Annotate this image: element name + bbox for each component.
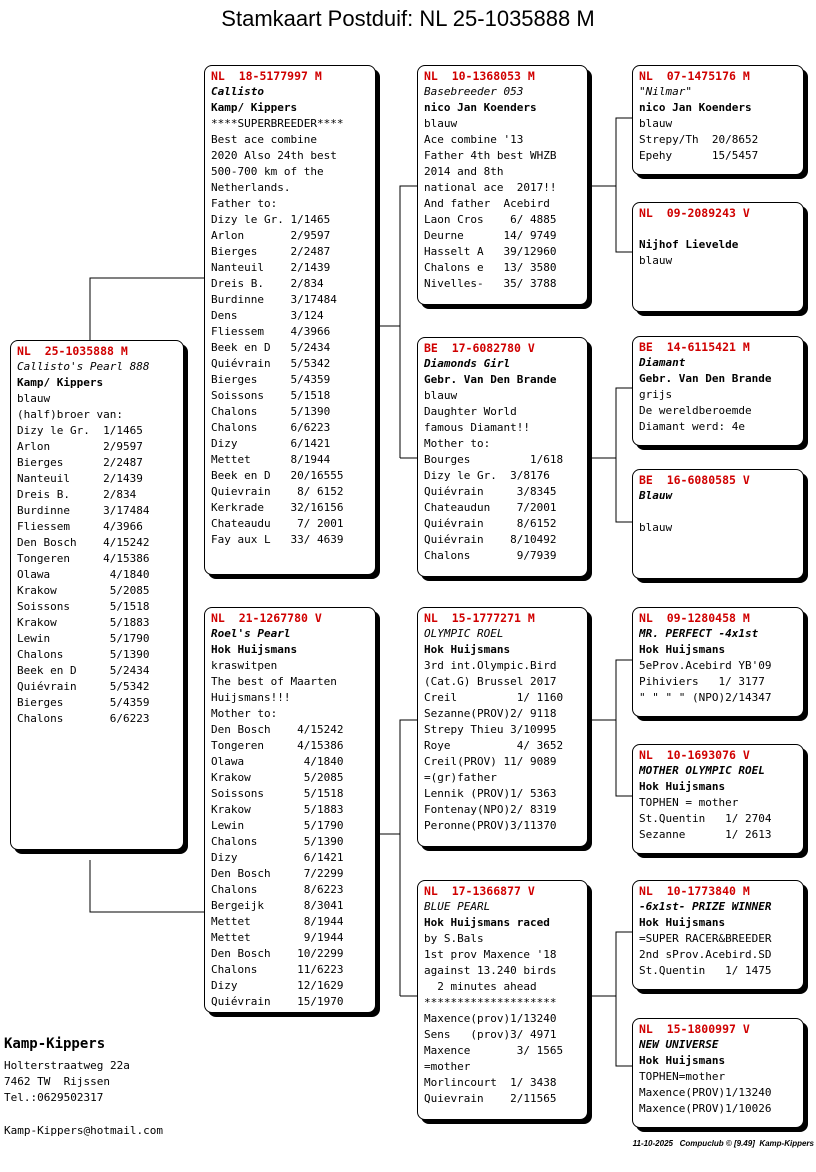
pigeon-card — [632, 607, 804, 717]
owner-phone: Tel.:0629502317 — [4, 1091, 104, 1104]
info-line: Creil(PROV) 11/ 9089 — [424, 755, 557, 768]
pigeon-card — [632, 744, 804, 854]
info-line: Epehy 15/5457 — [639, 149, 759, 162]
info-line: Bierges 2/2487 — [17, 456, 143, 469]
info-line: Fliessem 4/3966 — [211, 325, 331, 338]
info-line: Father 4th best WHZB — [424, 149, 557, 162]
info-line: Tongeren 4/15386 — [211, 739, 344, 752]
owner-name: Kamp-Kippers — [4, 1036, 106, 1052]
info-line: Soissons 5/1518 — [211, 389, 331, 402]
info-line: Sens (prov)3/ 4971 — [424, 1028, 557, 1041]
info-line: TOPHEN=mother — [639, 1070, 726, 1083]
breeder-name: Hok Huijsmans — [639, 643, 726, 656]
info-line: Quiévrain 15/1970 — [211, 995, 344, 1008]
info-line: Arlon 2/9597 — [17, 440, 143, 453]
info-line: Nanteuil 2/1439 — [211, 261, 331, 274]
info-line: Quiévrain 5/5342 — [211, 357, 331, 370]
info-line: Bierges 5/4359 — [211, 373, 331, 386]
pigeon-card — [632, 469, 804, 579]
info-line: Nanteuil 2/1439 — [17, 472, 143, 485]
info-line: Maxence(prov)1/13240 — [424, 1012, 557, 1025]
pigeon-card — [417, 337, 588, 577]
info-line: Dizy 12/1629 — [211, 979, 344, 992]
info-line: Chateaudun 7/2001 — [424, 501, 557, 514]
info-line: Dreis B. 2/834 — [211, 277, 324, 290]
info-line: by S.Bals — [424, 932, 484, 945]
info-line: Chalons 6/6223 — [17, 712, 150, 725]
pigeon-card — [632, 336, 804, 446]
breeder-name: Hok Huijsmans — [639, 780, 726, 793]
breeder-name — [639, 504, 803, 520]
info-line: ******************** — [424, 996, 557, 1009]
info-line: ****SUPERBREEDER**** — [211, 117, 344, 130]
info-line: Bierges 5/4359 — [17, 696, 150, 709]
pigeon-card — [10, 340, 184, 850]
breeder-name: Nijhof Lievelde — [639, 238, 739, 251]
pigeon-name: Callisto — [211, 85, 264, 98]
info-line: Laon Cros 6/ 4885 — [424, 213, 557, 226]
info-line: Burdinne 3/17484 — [211, 293, 337, 306]
pigeon-name: Basebreeder 053 — [424, 85, 524, 98]
info-line: 1st prov Maxence '18 — [424, 948, 557, 961]
info-line: Lennik (PROV)1/ 5363 — [424, 787, 557, 800]
info-line: Den Bosch 4/15242 — [211, 723, 344, 736]
info-line: Peronne(PROV)3/11370 — [424, 819, 557, 832]
info-line: Krakow 5/1883 — [211, 803, 344, 816]
pigeon-name — [639, 221, 803, 237]
info-line: Daughter World — [424, 405, 517, 418]
info-line: Best ace combine — [211, 133, 317, 146]
info-line: =(gr)father — [424, 771, 497, 784]
ring-number: NL 15-1800997 V — [639, 1022, 750, 1036]
info-line: Dizy 6/1421 — [211, 851, 344, 864]
info-line: Roye 4/ 3652 — [424, 739, 564, 752]
breeder-name: nico Jan Koenders — [639, 101, 752, 114]
info-line: Fliessem 4/3966 — [17, 520, 143, 533]
info-line: (half)broer van: — [17, 408, 123, 421]
info-line: national ace 2017!! — [424, 181, 557, 194]
ring-number: BE 14-6115421 M — [639, 340, 750, 354]
breeder-name: Hok Huijsmans — [639, 916, 726, 929]
owner-address-line1: Holterstraatweg 22a — [4, 1059, 130, 1072]
info-line: Bourges 1/618 — [424, 453, 564, 466]
info-line: blauw — [17, 392, 51, 405]
info-line: 500-700 km of the — [211, 165, 324, 178]
pigeon-card — [417, 65, 588, 305]
info-line: Fontenay(NPO)2/ 8319 — [424, 803, 557, 816]
info-line: Bergeijk 8/3041 — [211, 899, 344, 912]
info-line: blauw — [639, 521, 673, 534]
info-line: Strepy/Th 20/8652 — [639, 133, 759, 146]
info-line: Mettet 8/1944 — [211, 915, 344, 928]
info-line: Maxence(PROV)1/10026 — [639, 1102, 772, 1115]
info-line: Chalons 5/1390 — [211, 405, 331, 418]
pigeon-card — [204, 607, 376, 1013]
footer-credit: 11-10-2025 Compuclub © [9.49] Kamp-Kippers — [632, 1139, 814, 1148]
info-line: blauw — [424, 117, 458, 130]
ring-number: NL 09-1280458 M — [639, 611, 750, 625]
info-line: famous Diamant!! — [424, 421, 530, 434]
info-line: =SUPER RACER&BREEDER — [639, 932, 772, 945]
info-line: Den Bosch 7/2299 — [211, 867, 344, 880]
breeder-name: Hok Huijsmans — [639, 1054, 726, 1067]
info-line: Beek en D 5/2434 — [17, 664, 150, 677]
pigeon-name: MR. PERFECT -4x1st — [639, 627, 759, 640]
pigeon-card — [632, 1018, 804, 1128]
info-line: Quievrain 8/ 6152 — [211, 485, 344, 498]
pigeon-name: Diamant — [639, 356, 686, 369]
info-line: Quiévrain 8/6152 — [424, 517, 557, 530]
info-line: Nivelles- 35/ 3788 — [424, 277, 557, 290]
ring-number: NL 15-1777271 M — [424, 611, 535, 625]
info-line: Mettet 8/1944 — [211, 453, 331, 466]
pigeon-card — [632, 65, 804, 175]
owner-email: Kamp-Kippers@hotmail.com — [4, 1124, 163, 1137]
info-line: Strepy Thieu 3/10995 — [424, 723, 557, 736]
pigeon-card — [632, 880, 804, 990]
pigeon-name: "Nilmar" — [639, 85, 692, 98]
info-line: Beek en D 20/16555 — [211, 469, 344, 482]
info-line: Burdinne 3/17484 — [17, 504, 150, 517]
info-line: Dizy le Gr. 3/8176 — [424, 469, 550, 482]
pigeon-name: Roel's Pearl — [211, 627, 291, 640]
info-line: Lewin 5/1790 — [211, 819, 344, 832]
info-line: =mother — [424, 1060, 471, 1073]
info-line: Lewin 5/1790 — [17, 632, 150, 645]
pigeon-name: NEW UNIVERSE — [639, 1038, 719, 1051]
info-line: Quiévrain 8/10492 — [424, 533, 557, 546]
owner-address-line2: 7462 TW Rijssen — [4, 1075, 110, 1088]
breeder-name: Hok Huijsmans — [211, 643, 298, 656]
info-line: blauw — [639, 117, 673, 130]
ring-number: NL 21-1267780 V — [211, 611, 322, 625]
info-line: Quievrain 2/11565 — [424, 1092, 557, 1105]
pigeon-card — [417, 607, 588, 847]
info-line: (Cat.G) Brussel 2017 — [424, 675, 557, 688]
info-line: Den Bosch 10/2299 — [211, 947, 344, 960]
info-line: Krakow 5/2085 — [17, 584, 150, 597]
info-line: Diamant werd: 4e — [639, 420, 745, 433]
info-line: Soissons 5/1518 — [211, 787, 344, 800]
info-line: Mother to: — [211, 707, 278, 720]
info-line: 5eProv.Acebird YB'09 — [639, 659, 772, 672]
info-line: Creil 1/ 1160 — [424, 691, 564, 704]
ring-number: NL 10-1368053 M — [424, 69, 535, 83]
pigeon-name: BLUE PEARL — [424, 900, 491, 913]
ring-number: NL 10-1693076 V — [639, 748, 750, 762]
info-line: St.Quentin 1/ 1475 — [639, 964, 772, 977]
breeder-name: Kamp/ Kippers — [17, 376, 104, 389]
info-line: against 13.240 birds — [424, 964, 557, 977]
info-line: Krakow 5/2085 — [211, 771, 344, 784]
info-line: Fay aux L 33/ 4639 — [211, 533, 344, 546]
breeder-name: Hok Huijsmans raced — [424, 916, 550, 929]
info-line: Mother to: — [424, 437, 491, 450]
info-line: Chalons 5/1390 — [211, 835, 344, 848]
pigeon-name: Diamonds Girl — [424, 357, 511, 370]
info-line: 2020 Also 24th best — [211, 149, 337, 162]
info-line: Dreis B. 2/834 — [17, 488, 137, 501]
info-line: Chalons 8/6223 — [211, 883, 344, 896]
pigeon-name: Callisto's Pearl 888 — [17, 360, 150, 373]
info-line: Dizy 6/1421 — [211, 437, 331, 450]
breeder-name: nico Jan Koenders — [424, 101, 537, 114]
ring-number: NL 25-1035888 M — [17, 344, 128, 358]
info-line: The best of Maarten — [211, 675, 337, 688]
info-line: Sezanne 1/ 2613 — [639, 828, 772, 841]
info-line: Tongeren 4/15386 — [17, 552, 150, 565]
pigeon-name: OLYMPIC ROEL — [424, 627, 504, 640]
breeder-name: Hok Huijsmans — [424, 643, 511, 656]
info-line: 2 minutes ahead — [424, 980, 537, 993]
info-line: Netherlands. — [211, 181, 291, 194]
info-line: Bierges 2/2487 — [211, 245, 331, 258]
info-line: Dizy le Gr. 1/1465 — [211, 213, 331, 226]
owner-block — [4, 1034, 130, 1106]
info-line: 3rd int.Olympic.Bird — [424, 659, 557, 672]
breeder-name: Gebr. Van Den Brande — [639, 372, 772, 385]
info-line: grijs — [639, 388, 673, 401]
info-line: blauw — [639, 254, 673, 267]
info-line: Chalons 6/6223 — [211, 421, 331, 434]
pigeon-card — [417, 880, 588, 1120]
info-line: Quiévrain 5/5342 — [17, 680, 150, 693]
info-line: Chalons 9/7939 — [424, 549, 557, 562]
ring-number: NL 07-1475176 M — [639, 69, 750, 83]
info-line: 2nd sProv.Acebird.SD — [639, 948, 772, 961]
info-line: TOPHEN = mother — [639, 796, 739, 809]
info-line: St.Quentin 1/ 2704 — [639, 812, 772, 825]
info-line: Chateaudu 7/ 2001 — [211, 517, 344, 530]
info-line: Mettet 9/1944 — [211, 931, 344, 944]
pigeon-card — [632, 202, 804, 312]
ring-number: BE 16-6080585 V — [639, 473, 750, 487]
info-line: Ace combine '13 — [424, 133, 524, 146]
info-line: Den Bosch 4/15242 — [17, 536, 150, 549]
info-line: Morlincourt 1/ 3438 — [424, 1076, 557, 1089]
info-line: Beek en D 5/2434 — [211, 341, 331, 354]
pigeon-name: Blauw — [639, 489, 673, 502]
info-line: Chalons 11/6223 — [211, 963, 344, 976]
breeder-name: Kamp/ Kippers — [211, 101, 298, 114]
info-line: Dens 3/124 — [211, 309, 324, 322]
info-line: Krakow 5/1883 — [17, 616, 150, 629]
info-line: Pihiviers 1/ 3177 — [639, 675, 765, 688]
info-line: Maxence 3/ 1565 — [424, 1044, 564, 1057]
pigeon-card — [204, 65, 376, 575]
ring-number: BE 17-6082780 V — [424, 341, 535, 355]
info-line: Sezanne(PROV)2/ 9118 — [424, 707, 557, 720]
info-line: De wereldberoemde — [639, 404, 752, 417]
info-line: Olawa 4/1840 — [211, 755, 344, 768]
ring-number: NL 10-1773840 M — [639, 884, 750, 898]
info-line: Dizy le Gr. 1/1465 — [17, 424, 143, 437]
info-line: Chalons 5/1390 — [17, 648, 150, 661]
info-line: Maxence(PROV)1/13240 — [639, 1086, 772, 1099]
pigeon-name: MOTHER OLYMPIC ROEL — [639, 764, 765, 777]
info-line: Huijsmans!!! — [211, 691, 291, 704]
info-line: Hasselt A 39/12960 — [424, 245, 557, 258]
info-line: Arlon 2/9597 — [211, 229, 331, 242]
info-line: Quiévrain 3/8345 — [424, 485, 557, 498]
pigeon-name: -6x1st- PRIZE WINNER — [639, 900, 772, 913]
info-line: And father Acebird — [424, 197, 550, 210]
ring-number: NL 09-2089243 V — [639, 206, 750, 220]
info-line: kraswitpen — [211, 659, 278, 672]
ring-number: NL 17-1366877 V — [424, 884, 535, 898]
info-line: Father to: — [211, 197, 278, 210]
info-line: blauw — [424, 389, 458, 402]
info-line: Deurne 14/ 9749 — [424, 229, 557, 242]
info-line: Chalons e 13/ 3580 — [424, 261, 557, 274]
page-title: Stamkaart Postduif: NL 25-1035888 M — [221, 6, 595, 31]
ring-number: NL 18-5177997 M — [211, 69, 322, 83]
info-line: Soissons 5/1518 — [17, 600, 150, 613]
info-line: Kerkrade 32/16156 — [211, 501, 344, 514]
info-line: Olawa 4/1840 — [17, 568, 150, 581]
breeder-name: Gebr. Van Den Brande — [424, 373, 557, 386]
info-line: 2014 and 8th — [424, 165, 504, 178]
info-line: " " " " (NPO)2/14347 — [639, 691, 772, 704]
